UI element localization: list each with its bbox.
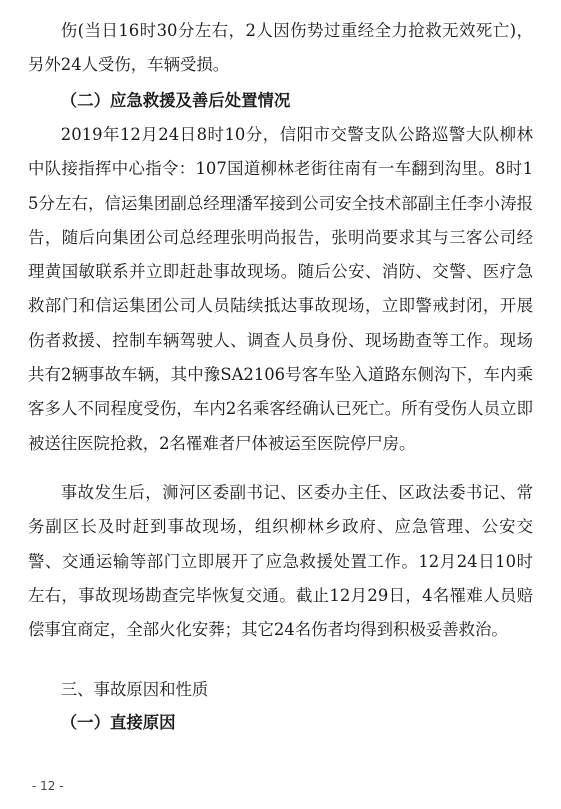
page-number: - 12 - (32, 779, 64, 793)
heading-emergency-rescue: （二）应急救援及善后处置情况 (60, 91, 291, 110)
heading-cause-and-nature: 三、事故原因和性质 (60, 680, 209, 699)
paragraph-aftermath: 事故发生后，浉河区委副书记、区委办主任、区政法委书记、常务副区长及时赶到事故现场，组织柳林乡政府、应急管理、公安交警、交通运输等部门立即展开了应急救援处置工作。12月24日10时左右，事故现场勘查完毕恢复交通。截止12月29日，4名罹难人员赔偿事宜商定，全部火化安葬；其它24名伤者均得到积极妥善救治。 (28, 483, 533, 640)
paragraph-casualties: 伤(当日16时30分左右，2人因伤势过重经全力抢救无效死亡)，另外24人受伤，车辆受损。 (28, 21, 533, 75)
heading-direct-cause: （一）直接原因 (60, 713, 176, 732)
paragraph-rescue-process: 2019年12月24日8时10分，信阳市交警支队公路巡警大队柳林中队接指挥中心指令：107国道柳林老街往南有一车翻到沟里。8时15分左右，信运集团副总经理潘军接到公司安全技术部副主任李小涛报告，随后向集团公司总经理张明尚报告，张明尚要求其与三客公司经理黄国敏联系并立即赶赴事故现场。随后公安、消防、交警、医疗急救部门和信运集团公司人员陆续抵达事故现场，立即警戒封闭，开展伤者救援、控制车辆驾驶人、调查人员身份、现场勘查等工作。现场共有2辆事故车辆，其中豫SA2106号客车坠入道路东侧沟下，车内乘客多人不同程度受伤，车内2名乘客经确认已死亡。所有受伤人员立即被送往医院抢救，2名罹难者尸体被运至医院停尸房。 (28, 125, 533, 453)
